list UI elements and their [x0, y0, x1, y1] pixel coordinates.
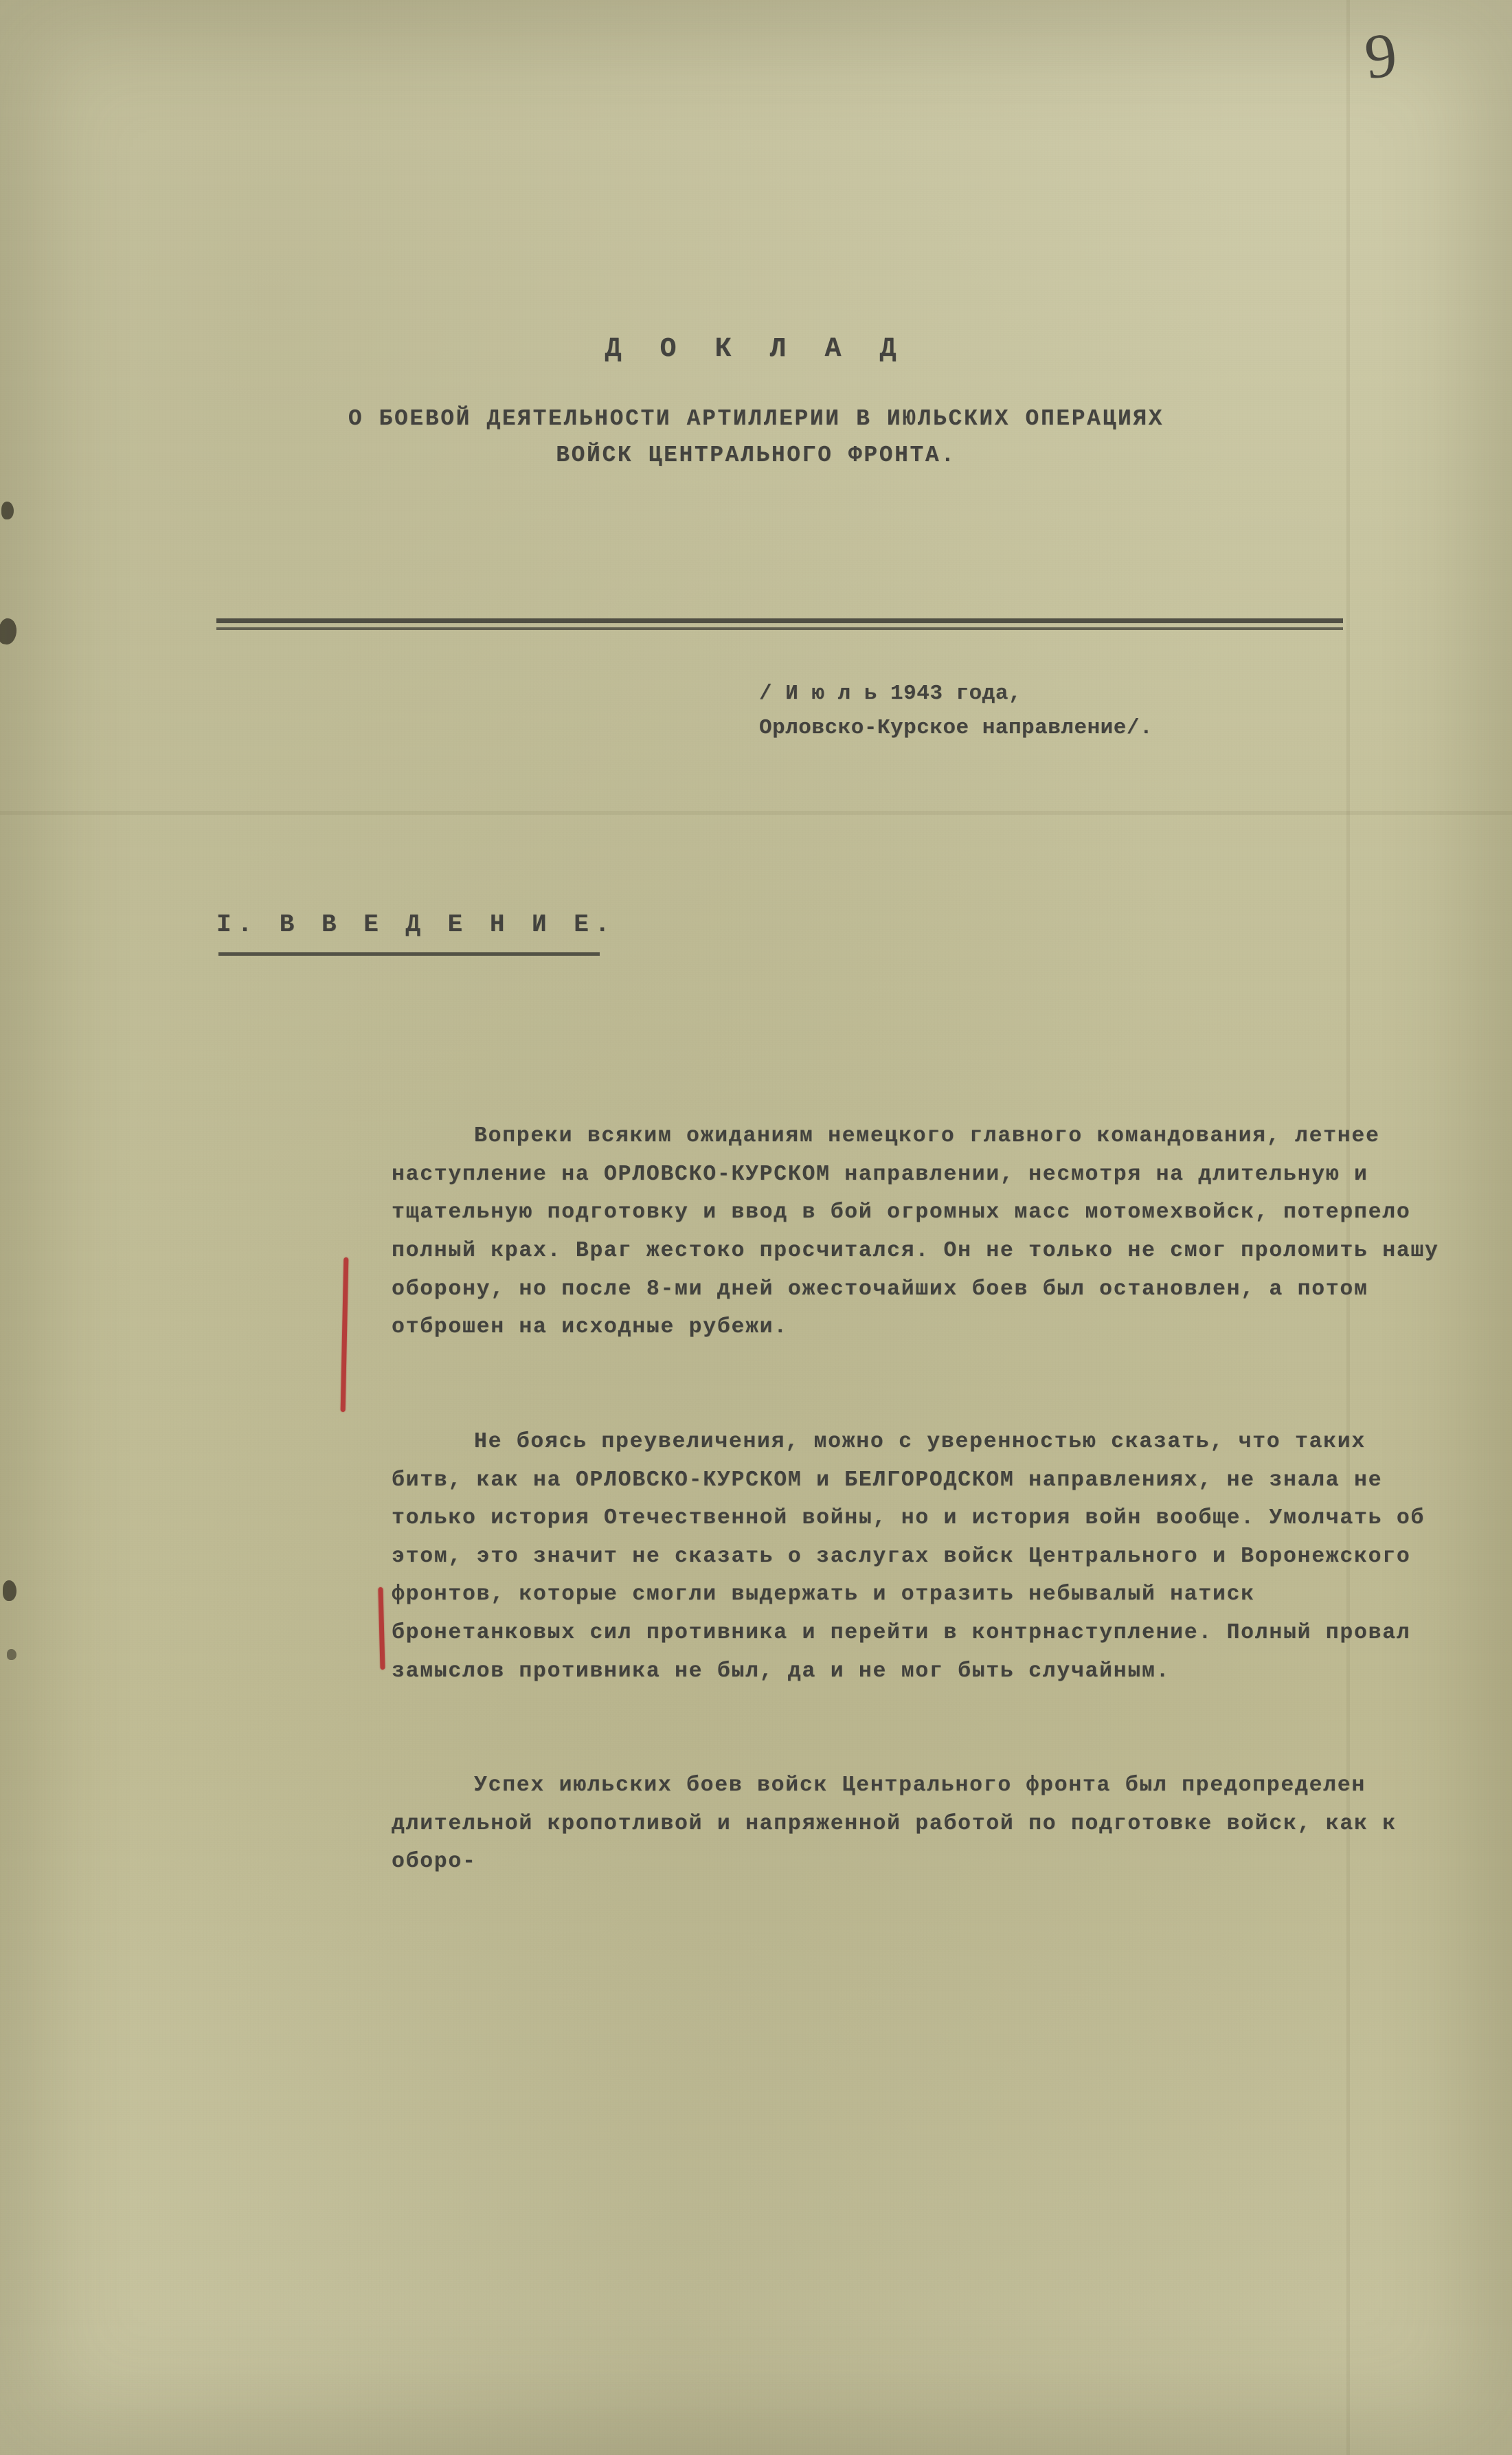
dateline-line-2: Орловско-Курское направление/. [759, 716, 1153, 741]
red-pencil-margin-mark [378, 1587, 385, 1670]
title-block [0, 334, 1512, 474]
paragraph: Успех июльских боев войск Центрального фронта был предопределен длительной кропотливой и напряженной работой по подготовке войск, как к оборо- [392, 1773, 1411, 1874]
rule-thin [216, 627, 1343, 630]
hole-punch-mark [7, 1649, 16, 1660]
red-pencil-margin-mark [341, 1257, 349, 1412]
document-subtitle-line-2: ВОЙСК ЦЕНТРАЛЬНОГО ФРОНТА. [556, 442, 956, 469]
paper-crease [0, 811, 1512, 815]
body-text [392, 1041, 1454, 1958]
hole-punch-mark [3, 1580, 16, 1601]
dateline [759, 677, 1153, 746]
paragraph: Не боясь преувеличения, можно с уверенностью сказать, что таких битв, как на ОРЛОВСКО-КУРСКОМ и БЕЛГОРОДСКОМ направлениях, не знала не только история Отечественной войны, но и история войн вообще. Умолчать об этом, это значит не сказать о заслугах войск Центрального и Воронежского фронтов, которые смогли выдержать и отразить небывалый натиск бронетанковых сил противника и перейти в контрнаступление. Полный провал замыслов противника не был, да и не мог быть случайным. [392, 1429, 1439, 1683]
hole-punch-mark [1, 502, 14, 519]
section-heading: I. В В Е Д Е Н И Е. [216, 910, 616, 939]
rule-thick [216, 618, 1343, 623]
horizontal-rule [216, 618, 1343, 630]
document-subtitle-line-1: О БОЕВОЙ ДЕЯТЕЛЬНОСТИ АРТИЛЛЕРИИ В ИЮЛЬСКИХ ОПЕРАЦИЯХ [348, 406, 1164, 431]
folio-number: 9 [1361, 19, 1401, 93]
document-title: Д О К Л А Д [605, 334, 907, 365]
section-heading-underline [218, 952, 600, 956]
paragraph: Вопреки всяким ожиданиям немецкого главного командования, летнее наступление на ОРЛОВСКО-КУРСКОМ направлении, несмотря на длительную и тщательную подготовку и ввод в бой огромных масс мотомехвойск, потерпело полный крах. Враг жестоко просчитался. Он не только не смог проломить нашу оборону, но после 8-ми дней ожесточайших боев был остановлен, а потом отброшен на исходные рубежи. [392, 1124, 1454, 1340]
dateline-line-1: / И ю л ь 1943 года, [759, 682, 1022, 706]
hole-punch-mark [0, 617, 19, 645]
